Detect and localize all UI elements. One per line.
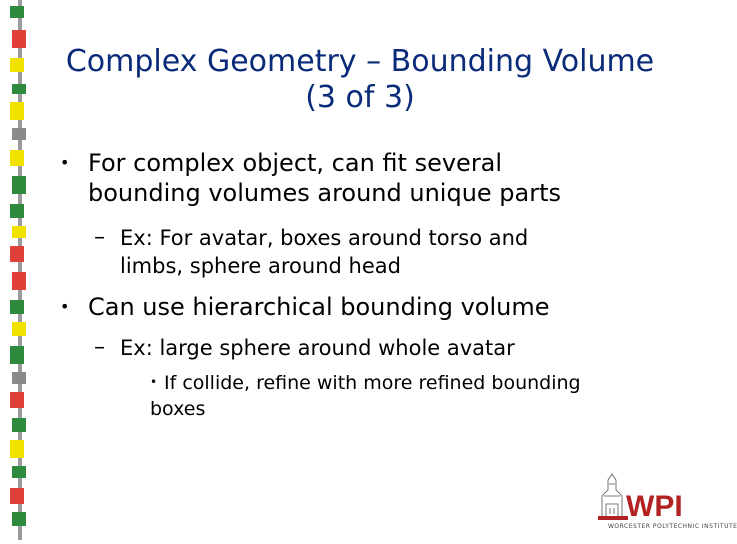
sub-sub-bullet-item-1 <box>150 370 581 396</box>
bullet-text-line-1: For complex object, can fit several <box>88 149 503 177</box>
bullet-item-2 <box>60 292 549 322</box>
decorative-side-strip <box>0 0 44 540</box>
sub-bullet-text-line-2: limbs, sphere around head <box>120 254 401 278</box>
bullet-item-1 <box>60 148 561 208</box>
bullet-text-line-1: Can use hierarchical bounding volume <box>88 293 550 321</box>
sub-sub-bullet-text <box>164 370 581 396</box>
sub-bullet-text <box>120 334 515 362</box>
bullet-text-line-2: bounding volumes around unique parts <box>88 179 562 207</box>
dash-mark: – <box>94 335 105 360</box>
dash-mark: – <box>94 225 105 250</box>
svg-text:WPI: WPI <box>626 490 683 523</box>
bullet-text <box>88 148 561 208</box>
sub-bullet-item-1 <box>94 224 528 280</box>
bullet-mark: • <box>150 375 158 389</box>
bullet-text <box>88 292 549 322</box>
sub-bullet-text <box>120 224 528 280</box>
bullet-mark: • <box>60 297 70 316</box>
sub-bullet-text-line-1: Ex: large sphere around whole avatar <box>120 336 515 360</box>
title-line-1: Complex Geometry – Bounding Volume <box>65 44 655 79</box>
sub-sub-bullet-text-line-2: boxes <box>150 398 206 420</box>
wpi-logo-caption: WORCESTER POLYTECHNIC INSTITUTE <box>608 523 737 530</box>
sub-bullet-text-line-1: Ex: For avatar, boxes around torso and <box>120 226 529 250</box>
wpi-logo-letters <box>626 490 683 523</box>
slide-title <box>60 44 660 116</box>
sub-bullet-item-2 <box>94 334 515 362</box>
sub-sub-bullet-text-line-1: If collide, refine with more refined bounding <box>164 372 581 394</box>
title-line-2: (3 of 3) <box>305 80 415 115</box>
side-strip-pattern <box>0 0 44 540</box>
bullet-mark: • <box>60 153 70 172</box>
